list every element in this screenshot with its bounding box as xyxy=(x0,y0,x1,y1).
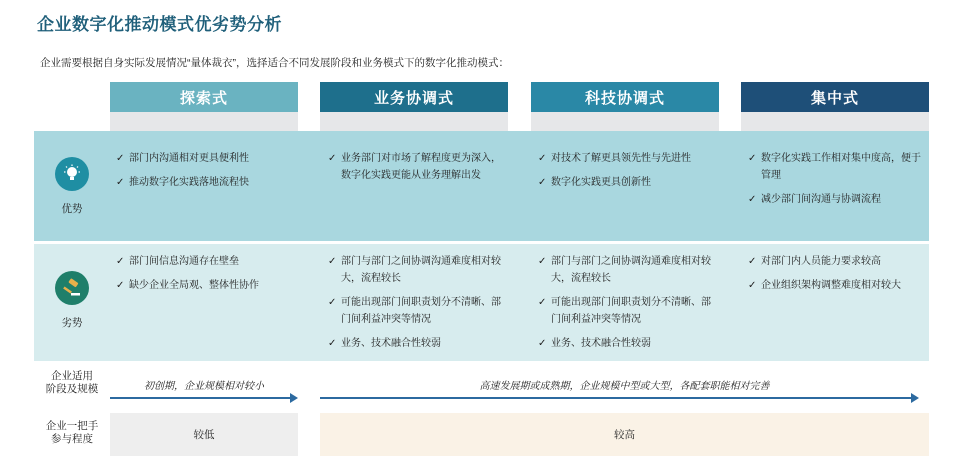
disadvantages-cell-tech xyxy=(538,253,714,359)
list-item: ✓ 部门与部门之间协调沟通难度相对较大，流程较长 xyxy=(538,253,714,287)
advantages-cell-explore xyxy=(116,150,296,198)
leader-level-high: 较高 xyxy=(320,413,929,456)
list-item: ✓ 部门间信息沟通存在壁垒 xyxy=(116,253,296,270)
list-item: ✓ 业务部门对市场了解程度更为深入，数字化实践更能从业务理解出发 xyxy=(328,150,504,184)
column-header-business: 业务协调式 xyxy=(320,82,508,112)
column-spacer xyxy=(110,112,298,132)
list-item: ✓ 部门与部门之间协调沟通难度相对较大，流程较长 xyxy=(328,253,504,287)
column-spacer xyxy=(741,112,929,132)
list-item: ✓ 推动数字化实践落地流程快 xyxy=(116,174,296,191)
disadvantages-cell-centralized xyxy=(748,253,926,301)
gavel-icon xyxy=(55,271,89,305)
list-item: ✓ 业务、技术融合性较弱 xyxy=(328,335,504,352)
list-item: ✓ 对技术了解更具领先性与先进性 xyxy=(538,150,718,167)
list-item: ✓ 数字化实践工作相对集中度高，便于管理 xyxy=(748,150,926,184)
advantages-label: 优势 xyxy=(61,203,83,215)
column-header-explore: 探索式 xyxy=(110,82,298,112)
stage-early-text: 初创期，企业规模相对较小 xyxy=(144,381,264,392)
advantages-cell-tech xyxy=(538,150,718,198)
column-header-centralized: 集中式 xyxy=(741,82,929,112)
list-item: ✓ 业务、技术融合性较弱 xyxy=(538,335,714,352)
advantages-cell-business xyxy=(328,150,504,191)
stage-label: 企业适用 阶段及规模 xyxy=(45,370,99,395)
stage-later-arrow xyxy=(320,397,917,399)
column-spacer xyxy=(531,112,719,132)
list-item: ✓ 可能出现部门间职责划分不清晰、部门间利益冲突等情况 xyxy=(538,294,714,328)
column-header-tech: 科技协调式 xyxy=(531,82,719,112)
list-item: ✓ 企业组织架构调整难度相对较大 xyxy=(748,277,926,294)
stage-early-arrow xyxy=(110,397,296,399)
list-item: ✓ 减少部门间沟通与协调流程 xyxy=(748,191,926,208)
disadvantages-label-block xyxy=(34,271,110,330)
disadvantages-cell-explore xyxy=(116,253,296,301)
list-item: ✓ 缺少企业全局观、整体性协作 xyxy=(116,277,296,294)
intro-text: 企业需要根据自身实际发展情况“量体裁衣”，选择适合不同发展阶段和业务模式下的数字化推动模式： xyxy=(40,57,509,69)
leader-label: 企业一把手 参与程度 xyxy=(45,420,99,445)
advantages-label-block xyxy=(34,157,110,216)
list-item: ✓ 可能出现部门间职责划分不清晰、部门间利益冲突等情况 xyxy=(328,294,504,328)
stage-later-text: 高速发展期或成熟期，企业规模中型或大型，各配套职能相对完善 xyxy=(479,381,770,392)
list-item: ✓ 数字化实践更具创新性 xyxy=(538,174,718,191)
disadvantages-cell-business xyxy=(328,253,504,359)
list-item: ✓ 对部门内人员能力要求较高 xyxy=(748,253,926,270)
list-item: ✓ 部门内沟通相对更具便利性 xyxy=(116,150,296,167)
lightbulb-icon xyxy=(55,157,89,191)
column-spacer xyxy=(320,112,508,132)
leader-level-low: 较低 xyxy=(110,413,298,456)
advantages-cell-centralized xyxy=(748,150,926,215)
disadvantages-label: 劣势 xyxy=(61,317,83,329)
page-title: 企业数字化推动模式优劣势分析 xyxy=(37,15,282,34)
